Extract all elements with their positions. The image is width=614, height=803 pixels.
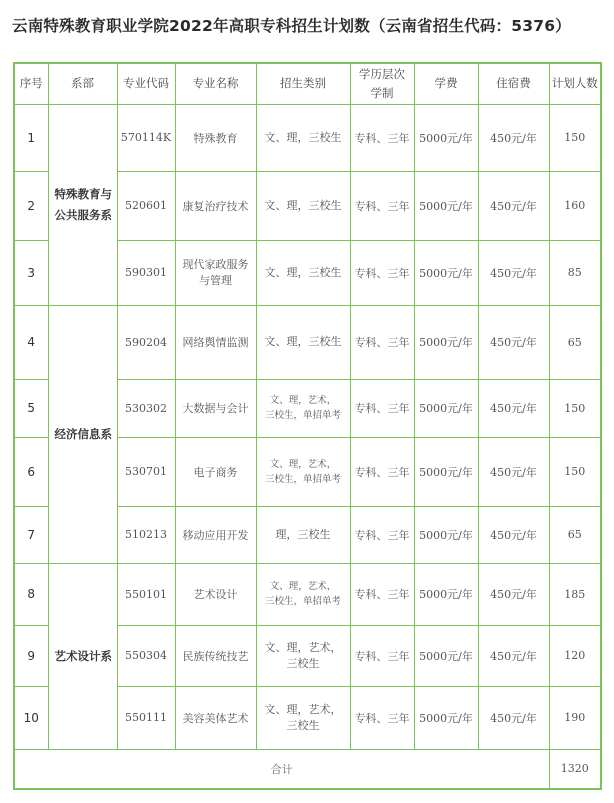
category-line1: 文、理，艺术， xyxy=(264,640,342,654)
dept-line2: 公共服务系 xyxy=(54,207,112,222)
cell-seq: 6 xyxy=(14,437,48,506)
header-dept: 系部 xyxy=(48,63,117,104)
cell-code: 510213 xyxy=(117,506,175,563)
cell-plan: 120 xyxy=(549,625,601,686)
cell-category: 文、理，三校生 xyxy=(256,104,350,171)
category-line2: 三校生 xyxy=(286,656,320,670)
table-row xyxy=(14,305,601,379)
category-line2: 三校生，单招单考 xyxy=(264,596,341,607)
total-value: 1320 xyxy=(549,749,601,789)
category-line2: 三校生 xyxy=(286,718,320,732)
cell-dorm: 450元/年 xyxy=(478,625,549,686)
cell-plan: 185 xyxy=(549,563,601,625)
header-code: 专业代码 xyxy=(117,63,175,104)
cell-dorm: 450元/年 xyxy=(478,104,549,171)
cell-plan: 150 xyxy=(549,379,601,437)
cell-name: 移动应用开发 xyxy=(175,506,256,563)
page-title: 云南特殊教育职业学院2022年高职专科招生计划数（云南省招生代码：5376） xyxy=(12,17,571,35)
cell-level: 专科、三年 xyxy=(350,625,414,686)
cell-code: 550101 xyxy=(117,563,175,625)
cell-level: 专科、三年 xyxy=(350,437,414,506)
cell-dept xyxy=(48,104,117,305)
cell-tuition: 5000元/年 xyxy=(414,104,478,171)
cell-seq: 10 xyxy=(14,686,48,749)
table-row xyxy=(14,563,601,625)
table-row xyxy=(14,104,601,171)
cell-dept: 艺术设计系 xyxy=(48,563,117,749)
cell-code: 590301 xyxy=(117,240,175,305)
cell-tuition: 5000元/年 xyxy=(414,686,478,749)
cell-tuition: 5000元/年 xyxy=(414,437,478,506)
category-line1: 文、理，艺术， xyxy=(269,458,337,470)
cell-tuition: 5000元/年 xyxy=(414,240,478,305)
category-line2: 三校生，单招单考 xyxy=(264,410,341,421)
header-name: 专业名称 xyxy=(175,63,256,104)
cell-plan: 65 xyxy=(549,305,601,379)
cell-dorm: 450元/年 xyxy=(478,437,549,506)
cell-plan: 150 xyxy=(549,104,601,171)
cell-name: 康复治疗技术 xyxy=(175,171,256,240)
cell-name: 美容美体艺术 xyxy=(175,686,256,749)
cell-seq: 8 xyxy=(14,563,48,625)
cell-level: 专科、三年 xyxy=(350,563,414,625)
cell-code: 570114K xyxy=(117,104,175,171)
cell-level: 专科、三年 xyxy=(350,506,414,563)
header-row xyxy=(14,63,601,104)
cell-tuition: 5000元/年 xyxy=(414,563,478,625)
cell-plan: 85 xyxy=(549,240,601,305)
header-plan: 计划人数 xyxy=(549,63,601,104)
cell-level: 专科、三年 xyxy=(350,240,414,305)
cell-code: 550111 xyxy=(117,686,175,749)
header-level-line2: 学制 xyxy=(370,85,394,100)
header-level-line1: 学历层次 xyxy=(359,66,405,81)
name-line2: 与管理 xyxy=(199,273,232,287)
cell-plan: 190 xyxy=(549,686,601,749)
header-category: 招生类别 xyxy=(256,63,350,104)
cell-level: 专科、三年 xyxy=(350,686,414,749)
cell-name: 大数据与会计 xyxy=(175,379,256,437)
header-seq: 序号 xyxy=(14,63,48,104)
category-line1: 文、理，艺术， xyxy=(264,702,342,716)
cell-seq: 2 xyxy=(14,171,48,240)
cell-dorm: 450元/年 xyxy=(478,686,549,749)
dept-line1: 特殊教育与 xyxy=(54,186,112,201)
cell-seq: 9 xyxy=(14,625,48,686)
cell-category: 文、理，三校生 xyxy=(256,171,350,240)
header-dorm: 住宿费 xyxy=(478,63,549,104)
cell-name: 艺术设计 xyxy=(175,563,256,625)
cell-category: 文、理，三校生 xyxy=(256,240,350,305)
cell-seq: 3 xyxy=(14,240,48,305)
cell-code: 550304 xyxy=(117,625,175,686)
cell-name: 电子商务 xyxy=(175,437,256,506)
cell-plan: 150 xyxy=(549,437,601,506)
cell-dorm: 450元/年 xyxy=(478,171,549,240)
cell-code: 530701 xyxy=(117,437,175,506)
cell-seq: 5 xyxy=(14,379,48,437)
cell-level: 专科、三年 xyxy=(350,104,414,171)
cell-category xyxy=(256,379,350,437)
cell-plan: 160 xyxy=(549,171,601,240)
cell-name: 网络舆情监测 xyxy=(175,305,256,379)
cell-plan: 65 xyxy=(549,506,601,563)
cell-tuition: 5000元/年 xyxy=(414,379,478,437)
cell-name: 民族传统技艺 xyxy=(175,625,256,686)
cell-seq: 1 xyxy=(14,104,48,171)
cell-category: 文、理，三校生 xyxy=(256,305,350,379)
cell-level: 专科、三年 xyxy=(350,379,414,437)
cell-dorm: 450元/年 xyxy=(478,506,549,563)
category-line1: 文、理，艺术， xyxy=(269,581,337,592)
cell-dept: 经济信息系 xyxy=(48,305,117,563)
cell-dorm: 450元/年 xyxy=(478,240,549,305)
cell-name xyxy=(175,240,256,305)
cell-level: 专科、三年 xyxy=(350,171,414,240)
cell-category: 理，三校生 xyxy=(256,506,350,563)
cell-code: 520601 xyxy=(117,171,175,240)
cell-dorm: 450元/年 xyxy=(478,379,549,437)
cell-tuition: 5000元/年 xyxy=(414,506,478,563)
cell-dorm: 450元/年 xyxy=(478,563,549,625)
name-line1: 现代家政服务 xyxy=(182,257,249,271)
cell-category xyxy=(256,686,350,749)
enrollment-plan-table xyxy=(13,62,602,790)
cell-seq: 7 xyxy=(14,506,48,563)
cell-tuition: 5000元/年 xyxy=(414,171,478,240)
cell-tuition: 5000元/年 xyxy=(414,305,478,379)
cell-category xyxy=(256,563,350,625)
total-row xyxy=(14,749,601,789)
header-level xyxy=(350,63,414,104)
cell-seq: 4 xyxy=(14,305,48,379)
total-label: 合计 xyxy=(14,749,549,789)
cell-category xyxy=(256,625,350,686)
cell-level: 专科、三年 xyxy=(350,305,414,379)
cell-code: 590204 xyxy=(117,305,175,379)
cell-dorm: 450元/年 xyxy=(478,305,549,379)
cell-category xyxy=(256,437,350,506)
category-line2: 三校生，单招单考 xyxy=(264,473,341,485)
cell-tuition: 5000元/年 xyxy=(414,625,478,686)
cell-code: 530302 xyxy=(117,379,175,437)
category-line1: 文、理，艺术， xyxy=(269,395,337,406)
header-tuition: 学费 xyxy=(414,63,478,104)
cell-name: 特殊教育 xyxy=(175,104,256,171)
